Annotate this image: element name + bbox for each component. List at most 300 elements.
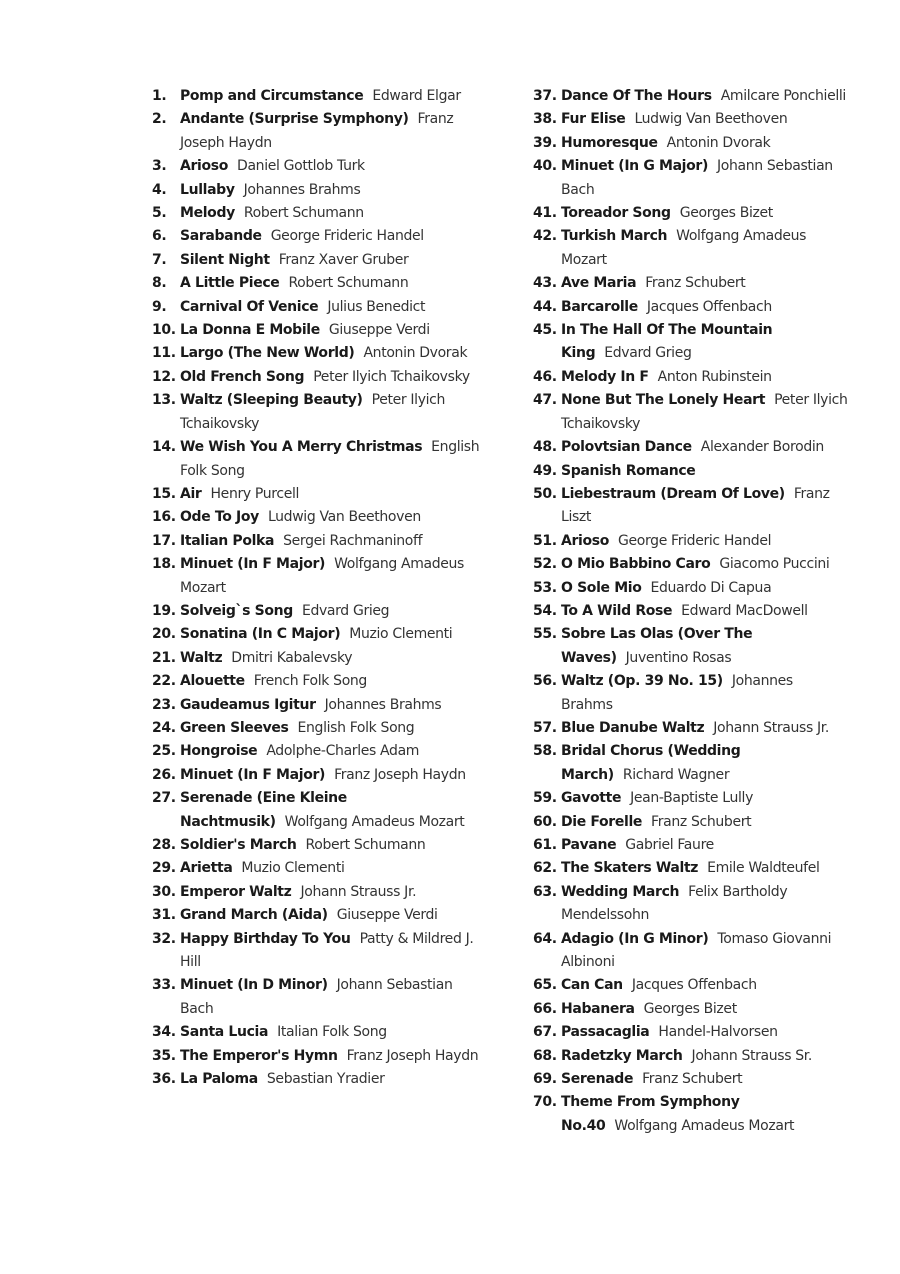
song-title: A Little Piece bbox=[180, 275, 280, 292]
song-composer: Franz Xaver Gruber bbox=[278, 251, 409, 268]
song-text bbox=[180, 202, 482, 225]
song-composer: Amilcare Ponchielli bbox=[720, 88, 846, 104]
song-title: Andante (Surprise Symphony) bbox=[180, 111, 409, 128]
song-number: 40. bbox=[533, 158, 557, 175]
song-composer: Antonin Dvorak bbox=[363, 345, 468, 362]
song-composer: Italian Folk Song bbox=[277, 1024, 387, 1041]
song-text bbox=[180, 694, 482, 717]
song-title: None But The Lonely Heart bbox=[561, 392, 766, 409]
song-text bbox=[561, 483, 848, 530]
song-entry bbox=[152, 506, 482, 529]
song-text bbox=[561, 670, 848, 717]
song-entry bbox=[533, 85, 848, 108]
song-title: Hongroise bbox=[180, 743, 258, 760]
song-number: 34. bbox=[152, 1024, 176, 1041]
song-title: Emperor Waltz bbox=[180, 883, 292, 900]
song-composer: Muzio Clementi bbox=[241, 860, 345, 877]
song-number: 38. bbox=[533, 111, 557, 128]
song-entry bbox=[533, 366, 848, 389]
song-number: 1. bbox=[152, 88, 167, 104]
song-title: Ave Maria bbox=[561, 275, 637, 292]
song-title: Wedding March bbox=[561, 883, 680, 900]
song-title: Minuet (In F Major) bbox=[180, 556, 326, 573]
song-entry bbox=[152, 389, 482, 436]
song-entry bbox=[533, 225, 848, 272]
song-text bbox=[561, 85, 848, 108]
song-text bbox=[561, 717, 848, 740]
song-entry bbox=[533, 389, 848, 436]
song-title: Waltz (Op. 39 No. 15) bbox=[561, 673, 723, 690]
song-entry bbox=[152, 85, 482, 108]
song-entry bbox=[152, 108, 482, 155]
song-composer: Patty & Mildred J. Hill bbox=[180, 930, 474, 971]
song-text bbox=[180, 764, 482, 787]
song-composer: Edvard Grieg bbox=[301, 602, 390, 619]
song-entry bbox=[533, 623, 848, 670]
song-number: 5. bbox=[152, 205, 167, 222]
song-title: Blue Danube Waltz bbox=[561, 719, 705, 736]
song-number: 9. bbox=[152, 298, 167, 315]
song-text bbox=[561, 366, 848, 389]
song-entry bbox=[152, 647, 482, 670]
song-entry bbox=[152, 974, 482, 1021]
song-entry bbox=[533, 530, 848, 553]
song-composer: Alexander Borodin bbox=[700, 439, 824, 456]
song-composer: Giuseppe Verdi bbox=[328, 322, 430, 339]
song-composer: Johann Sebastian Bach bbox=[180, 977, 453, 1017]
song-title: Pomp and Circumstance bbox=[180, 88, 364, 104]
song-list-right-column bbox=[533, 85, 848, 1138]
song-title: Minuet (In D Minor) bbox=[180, 977, 328, 994]
song-number: 45. bbox=[533, 322, 557, 339]
song-title: Bridal Chorus (Wedding March) bbox=[561, 743, 741, 783]
song-text bbox=[180, 974, 482, 1021]
song-composer: Peter Ilyich Tchaikovsky bbox=[313, 368, 470, 385]
song-number: 26. bbox=[152, 766, 176, 783]
song-composer: Franz Joseph Haydn bbox=[334, 766, 466, 783]
song-title: Soldier's March bbox=[180, 837, 297, 853]
song-title: Santa Lucia bbox=[180, 1024, 269, 1041]
song-text bbox=[561, 108, 848, 131]
song-title: Green Sleeves bbox=[180, 719, 289, 736]
song-entry bbox=[533, 974, 848, 997]
song-composer: Franz Schubert bbox=[651, 813, 752, 830]
song-entry bbox=[533, 811, 848, 834]
song-entry bbox=[152, 366, 482, 389]
song-text bbox=[561, 600, 848, 623]
song-entry bbox=[152, 717, 482, 740]
song-text bbox=[180, 647, 482, 670]
song-text bbox=[561, 857, 848, 880]
song-composer: Antonin Dvorak bbox=[666, 134, 771, 151]
song-number: 21. bbox=[152, 649, 176, 666]
song-composer: Eduardo Di Capua bbox=[650, 579, 772, 596]
song-entry bbox=[533, 202, 848, 225]
song-entry bbox=[152, 1021, 482, 1044]
song-number: 48. bbox=[533, 439, 557, 456]
song-composer: Ludwig Van Beethoven bbox=[267, 509, 421, 526]
song-composer: Robert Schumann bbox=[243, 205, 364, 222]
song-composer: Franz Joseph Haydn bbox=[346, 1047, 479, 1064]
song-number: 57. bbox=[533, 719, 557, 736]
song-text bbox=[180, 296, 482, 319]
song-text bbox=[180, 717, 482, 740]
song-entry bbox=[533, 857, 848, 880]
song-text bbox=[180, 108, 482, 155]
song-composer: Johannes Brahms bbox=[324, 696, 442, 713]
song-entry bbox=[152, 483, 482, 506]
song-text bbox=[561, 1021, 848, 1044]
song-number: 6. bbox=[152, 228, 167, 245]
song-title: Arietta bbox=[180, 860, 233, 877]
song-number: 4. bbox=[152, 181, 167, 198]
song-number: 10. bbox=[152, 322, 176, 339]
song-composer: Richard Wagner bbox=[622, 766, 730, 783]
song-text bbox=[561, 272, 848, 295]
song-entry bbox=[533, 1091, 848, 1138]
song-entry bbox=[533, 670, 848, 717]
song-title: Spanish Romance bbox=[561, 462, 696, 479]
song-text bbox=[561, 319, 848, 366]
song-number: 61. bbox=[533, 837, 557, 853]
song-title: Dance Of The Hours bbox=[561, 88, 712, 104]
song-entry bbox=[152, 857, 482, 880]
song-text bbox=[180, 857, 482, 880]
song-text bbox=[180, 342, 482, 365]
song-title: Serenade (Eine Kleine Nachtmusik) bbox=[180, 790, 347, 830]
song-text bbox=[561, 553, 848, 576]
song-title: Theme From Symphony No.40 bbox=[561, 1094, 740, 1134]
song-number: 47. bbox=[533, 392, 557, 409]
song-text bbox=[561, 623, 848, 670]
song-composer: English Folk Song bbox=[180, 439, 480, 479]
song-number: 36. bbox=[152, 1071, 176, 1088]
song-entry bbox=[533, 553, 848, 576]
song-entry bbox=[152, 740, 482, 763]
song-entry bbox=[152, 694, 482, 717]
song-title: Waltz (Sleeping Beauty) bbox=[180, 392, 363, 409]
song-entry bbox=[533, 881, 848, 928]
song-title: Pavane bbox=[561, 837, 617, 853]
song-number: 46. bbox=[533, 368, 557, 385]
song-text bbox=[180, 928, 482, 975]
song-composer: Julius Benedict bbox=[327, 298, 426, 315]
song-title: Silent Night bbox=[180, 251, 270, 268]
song-number: 64. bbox=[533, 930, 557, 947]
song-entry bbox=[152, 881, 482, 904]
song-title: Grand March (Aida) bbox=[180, 907, 328, 924]
song-composer: Franz Joseph Haydn bbox=[180, 111, 454, 151]
song-entry bbox=[152, 272, 482, 295]
song-composer: Georges Bizet bbox=[679, 205, 773, 222]
song-composer: Robert Schumann bbox=[288, 275, 409, 292]
song-title: Carnival Of Venice bbox=[180, 298, 319, 315]
song-text bbox=[180, 249, 482, 272]
song-title: Arioso bbox=[180, 158, 229, 175]
song-text bbox=[180, 553, 482, 600]
song-number: 33. bbox=[152, 977, 176, 994]
song-composer: Felix Bartholdy Mendelssohn bbox=[561, 883, 788, 924]
song-composer: Johannes Brahms bbox=[561, 673, 793, 713]
song-number: 13. bbox=[152, 392, 176, 409]
song-title: Ode To Joy bbox=[180, 509, 259, 526]
song-entry bbox=[152, 623, 482, 646]
song-text bbox=[561, 1091, 848, 1138]
song-title: Passacaglia bbox=[561, 1024, 650, 1041]
song-composer: Wolfgang Amadeus Mozart bbox=[561, 228, 807, 268]
song-number: 18. bbox=[152, 556, 176, 573]
song-entry bbox=[152, 530, 482, 553]
song-number: 39. bbox=[533, 134, 557, 151]
song-composer: Henry Purcell bbox=[210, 485, 300, 502]
song-title: Die Forelle bbox=[561, 813, 643, 830]
song-number: 25. bbox=[152, 743, 176, 760]
song-title: Waltz bbox=[180, 649, 223, 666]
song-composer: Wolfgang Amadeus Mozart bbox=[284, 813, 465, 830]
song-title: Gavotte bbox=[561, 790, 622, 807]
song-entry bbox=[152, 179, 482, 202]
song-title: Melody In F bbox=[561, 368, 649, 385]
song-number: 49. bbox=[533, 462, 557, 479]
song-entry bbox=[533, 296, 848, 319]
song-number: 51. bbox=[533, 532, 557, 549]
song-composer: Muzio Clementi bbox=[349, 626, 453, 643]
song-composer: Edward Elgar bbox=[372, 88, 461, 104]
song-title: Air bbox=[180, 485, 202, 502]
song-text bbox=[561, 834, 848, 857]
song-composer: Jean-Baptiste Lully bbox=[630, 790, 754, 807]
song-number: 2. bbox=[152, 111, 167, 128]
song-text bbox=[561, 998, 848, 1021]
song-number: 62. bbox=[533, 860, 557, 877]
song-text bbox=[180, 1021, 482, 1044]
song-entry bbox=[533, 998, 848, 1021]
song-number: 15. bbox=[152, 485, 176, 502]
song-composer: Johann Strauss Sr. bbox=[691, 1047, 813, 1064]
song-text bbox=[561, 389, 848, 436]
song-text bbox=[561, 132, 848, 155]
song-entry bbox=[152, 225, 482, 248]
song-entry bbox=[533, 132, 848, 155]
song-entry bbox=[533, 600, 848, 623]
song-text bbox=[180, 389, 482, 436]
song-number: 56. bbox=[533, 673, 557, 690]
song-title: Solveig`s Song bbox=[180, 602, 293, 619]
song-composer: Sebastian Yradier bbox=[266, 1071, 385, 1088]
song-number: 37. bbox=[533, 88, 557, 104]
song-text bbox=[180, 623, 482, 646]
song-title: Arioso bbox=[561, 532, 610, 549]
song-number: 11. bbox=[152, 345, 176, 362]
song-entry bbox=[152, 928, 482, 975]
song-number: 67. bbox=[533, 1024, 557, 1041]
song-title: Humoresque bbox=[561, 134, 658, 151]
song-text bbox=[180, 1045, 482, 1068]
song-composer: Edward MacDowell bbox=[681, 602, 808, 619]
song-text bbox=[180, 904, 482, 927]
song-number: 28. bbox=[152, 837, 176, 853]
song-text bbox=[561, 436, 848, 459]
song-title: O Sole Mio bbox=[561, 579, 642, 596]
song-title: Sarabande bbox=[180, 228, 262, 245]
song-composer: Georges Bizet bbox=[643, 1000, 737, 1017]
song-text bbox=[561, 577, 848, 600]
song-number: 60. bbox=[533, 813, 557, 830]
song-text bbox=[561, 155, 848, 202]
song-number: 7. bbox=[152, 251, 167, 268]
song-title: In The Hall Of The Mountain King bbox=[561, 322, 773, 362]
song-entry bbox=[533, 928, 848, 975]
song-text bbox=[561, 460, 848, 483]
song-number: 41. bbox=[533, 205, 557, 222]
song-number: 24. bbox=[152, 719, 176, 736]
song-entry bbox=[533, 577, 848, 600]
song-entry bbox=[152, 787, 482, 834]
song-composer: Sergei Rachmaninoff bbox=[283, 532, 423, 549]
song-text bbox=[561, 530, 848, 553]
song-title: O Mio Babbino Caro bbox=[561, 556, 711, 573]
song-text bbox=[180, 787, 482, 834]
song-number: 27. bbox=[152, 790, 176, 807]
song-entry bbox=[152, 600, 482, 623]
song-text bbox=[180, 506, 482, 529]
song-number: 12. bbox=[152, 368, 176, 385]
song-composer: George Frideric Handel bbox=[618, 532, 772, 549]
song-title: Minuet (In F Major) bbox=[180, 766, 326, 783]
song-number: 22. bbox=[152, 673, 176, 690]
song-title: Sobre Las Olas (Over The Waves) bbox=[561, 626, 753, 666]
song-number: 58. bbox=[533, 743, 557, 760]
song-title: Sonatina (In C Major) bbox=[180, 626, 341, 643]
song-entry bbox=[533, 1045, 848, 1068]
song-composer: Edvard Grieg bbox=[604, 345, 692, 362]
song-number: 44. bbox=[533, 298, 557, 315]
song-number: 52. bbox=[533, 556, 557, 573]
song-composer: Jacques Offenbach bbox=[646, 298, 772, 315]
song-entry bbox=[152, 296, 482, 319]
song-number: 63. bbox=[533, 883, 557, 900]
song-number: 16. bbox=[152, 509, 176, 526]
song-text bbox=[180, 881, 482, 904]
song-text bbox=[561, 296, 848, 319]
song-composer: Juventino Rosas bbox=[625, 649, 732, 666]
song-text bbox=[180, 225, 482, 248]
song-composer: Robert Schumann bbox=[305, 837, 426, 853]
song-text bbox=[180, 530, 482, 553]
song-composer: Franz Schubert bbox=[642, 1071, 743, 1088]
song-title: Lullaby bbox=[180, 181, 235, 198]
song-entry bbox=[152, 1045, 482, 1068]
song-entry bbox=[533, 740, 848, 787]
song-entry bbox=[152, 553, 482, 600]
song-number: 68. bbox=[533, 1047, 557, 1064]
song-number: 54. bbox=[533, 602, 557, 619]
song-composer: Emile Waldteufel bbox=[707, 860, 820, 877]
song-composer: French Folk Song bbox=[253, 673, 367, 690]
song-entry bbox=[533, 483, 848, 530]
song-text bbox=[180, 670, 482, 693]
song-title: Adagio (In G Minor) bbox=[561, 930, 709, 947]
song-text bbox=[180, 834, 482, 857]
song-entry bbox=[152, 904, 482, 927]
song-number: 14. bbox=[152, 439, 176, 456]
song-entry bbox=[152, 319, 482, 342]
song-composer: Peter Ilyich Tchaikovsky bbox=[180, 392, 446, 432]
song-title: Radetzky March bbox=[561, 1047, 683, 1064]
song-text bbox=[561, 1068, 848, 1091]
song-entry bbox=[533, 717, 848, 740]
song-title: Old French Song bbox=[180, 368, 305, 385]
song-entry bbox=[152, 834, 482, 857]
song-entry bbox=[533, 319, 848, 366]
song-entry bbox=[152, 436, 482, 483]
song-title: The Emperor's Hymn bbox=[180, 1047, 338, 1064]
song-composer: Wolfgang Amadeus Mozart bbox=[180, 556, 465, 596]
song-composer: Anton Rubinstein bbox=[657, 368, 772, 385]
song-number: 65. bbox=[533, 977, 557, 994]
song-text bbox=[561, 881, 848, 928]
song-composer: Johann Sebastian Bach bbox=[561, 158, 833, 198]
song-text bbox=[561, 225, 848, 272]
song-text bbox=[561, 202, 848, 225]
song-number: 50. bbox=[533, 485, 557, 502]
song-number: 30. bbox=[152, 883, 176, 900]
song-text bbox=[180, 600, 482, 623]
song-entry bbox=[533, 1068, 848, 1091]
song-composer: Johann Strauss Jr. bbox=[713, 719, 829, 736]
song-text bbox=[561, 974, 848, 997]
song-number: 20. bbox=[152, 626, 176, 643]
song-title: La Paloma bbox=[180, 1071, 258, 1088]
song-text bbox=[180, 85, 482, 108]
song-composer: George Frideric Handel bbox=[270, 228, 424, 245]
song-text bbox=[180, 179, 482, 202]
song-text bbox=[180, 366, 482, 389]
song-number: 31. bbox=[152, 907, 176, 924]
song-title: Liebestraum (Dream Of Love) bbox=[561, 485, 785, 502]
song-number: 3. bbox=[152, 158, 167, 175]
song-title: The Skaters Waltz bbox=[561, 860, 699, 877]
song-number: 43. bbox=[533, 275, 557, 292]
song-entry bbox=[533, 155, 848, 202]
song-entry bbox=[152, 670, 482, 693]
song-text bbox=[180, 740, 482, 763]
song-composer: Franz Liszt bbox=[561, 485, 830, 526]
song-composer: Daniel Gottlob Turk bbox=[237, 158, 365, 175]
song-text bbox=[180, 155, 482, 178]
song-composer: Wolfgang Amadeus Mozart bbox=[614, 1117, 795, 1134]
song-composer: English Folk Song bbox=[297, 719, 415, 736]
song-composer: Giuseppe Verdi bbox=[336, 907, 438, 924]
song-title: Largo (The New World) bbox=[180, 345, 355, 362]
song-text bbox=[180, 483, 482, 506]
song-entry bbox=[533, 272, 848, 295]
song-number: 55. bbox=[533, 626, 557, 643]
song-text bbox=[180, 436, 482, 483]
song-title: La Donna E Mobile bbox=[180, 322, 320, 339]
song-composer: Gabriel Faure bbox=[625, 837, 714, 853]
song-composer: Giacomo Puccini bbox=[719, 556, 830, 573]
song-composer: Peter Ilyich Tchaikovsky bbox=[561, 392, 848, 432]
song-entry bbox=[533, 834, 848, 857]
song-entry bbox=[533, 1021, 848, 1044]
song-entry bbox=[533, 787, 848, 810]
song-composer: Johann Strauss Jr. bbox=[300, 883, 417, 900]
song-composer: Ludwig Van Beethoven bbox=[634, 111, 788, 128]
song-composer: Handel-Halvorsen bbox=[658, 1024, 778, 1041]
song-composer: Johannes Brahms bbox=[243, 181, 361, 198]
song-title: Gaudeamus Igitur bbox=[180, 696, 316, 713]
